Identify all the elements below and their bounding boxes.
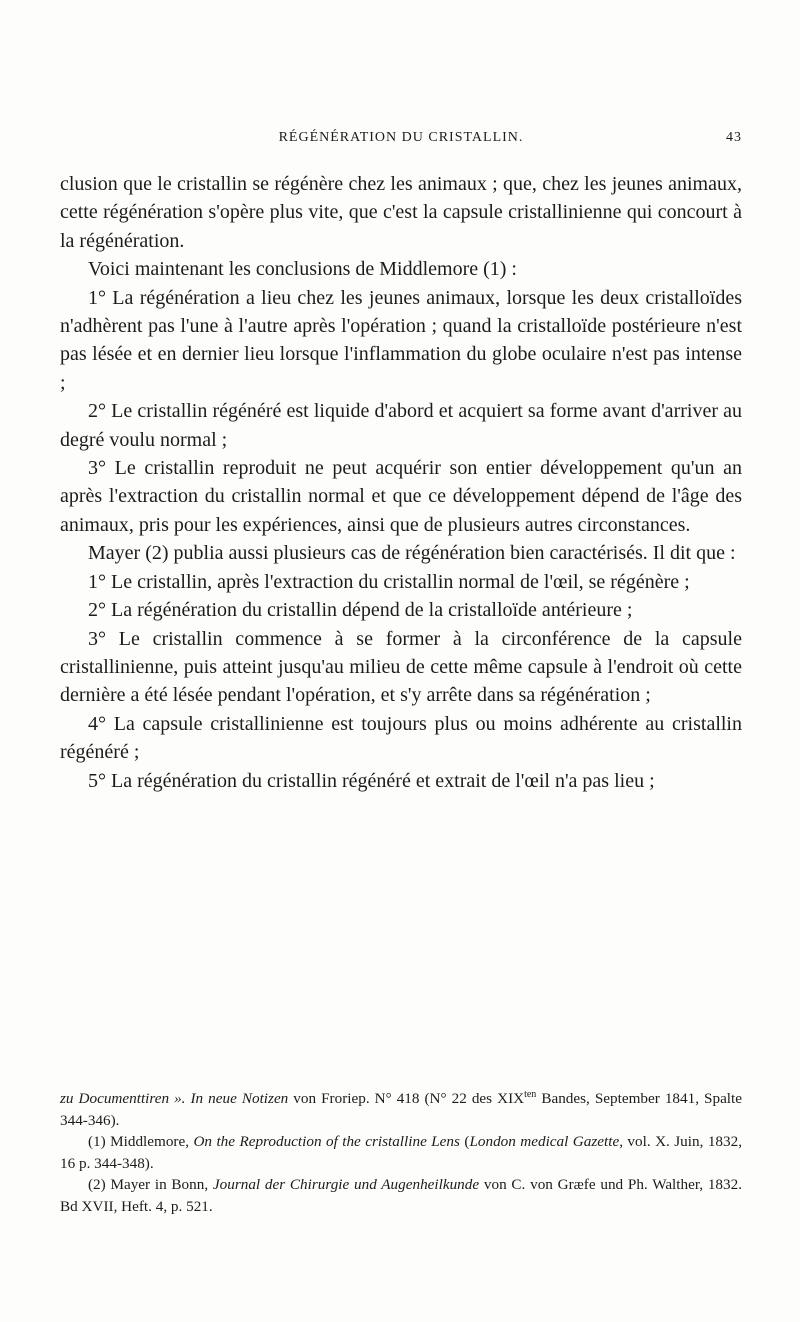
body-text [60,170,742,795]
page-number: 43 [726,130,742,145]
footnote-1-title: On the Reproduction of the cristalline Lens [193,1133,460,1150]
running-head [60,130,742,152]
footnote-cont-italic: zu Documenttiren ». In neue Notizen [60,1090,289,1107]
paragraph-mayer-2: 2° La régénération du cristallin dépend de la cristalloïde antérieure ; [88,599,633,622]
footnote-1 [60,1131,742,1174]
paragraph-mayer-intro: Mayer (2) publia aussi plusieurs cas de régénération bien caractérisés. Il dit que : [88,542,736,565]
footnote-1-paren: ( [459,1133,470,1150]
footnote-continuation [60,1088,742,1131]
paragraph-mayer-1: 1° Le cristallin, après l'extraction du cristallin normal de l'œil, se régénère ; [88,570,690,593]
paragraph-mayer-5: 5° La régénération du cristallin régénéré et extrait de l'œil n'a pas lieu ; [88,769,655,792]
footnote-cont-text: von Froriep. N° 418 (N° 22 des XIX [288,1090,525,1107]
paragraph-middlemore-3: 3° Le cristallin reproduit ne peut acquérir son entier développement qu'un an après l'extraction du cristallin normal et que ce développement dépend de l'âge des animaux, pris pour les expériences, ainsi que de plusieurs autres circonstances. [60,457,742,536]
paragraph-continuation: clusion que le cristallin se régénère chez les animaux ; que, chez les jeunes animaux, cette régénération s'opère plus vite, que c'est la capsule cristallinienne qui concourt à la régénération. [60,173,742,252]
footnote-2-author: (2) Mayer in Bonn, [88,1176,213,1193]
paragraph-mayer-4: 4° La capsule cristallinienne est toujours plus ou moins adhérente au cristallin régénéré ; [60,712,742,764]
footnote-1-details: , vol. X. Juin, 1832, 16 p. 344-348). [60,1133,742,1172]
footnotes [60,1088,742,1217]
paragraph-mayer-3: 3° Le cristallin commence à se former à la circonférence de la capsule cristallinienne, puis atteint jusqu'au milieu de cette même capsule à l'endroit où cette dernière a été lésée pendant l'opération, et s'y arrête dans sa régénération ; [60,627,742,707]
footnote-2-details: von C. von Græfe und Ph. Walther, 1832. Bd XVII, Heft. 4, p. 521. [60,1176,743,1215]
footnote-2 [60,1174,742,1217]
running-title: RÉGÉNÉRATION DU CRISTALLIN. [278,130,524,145]
footnote-2-journal: Journal der Chirurgie und Augenheilkunde [212,1176,480,1193]
footnote-cont-superscript: ten [524,1088,537,1100]
footnote-1-journal: London medical Gazette [469,1133,620,1150]
footnote-cont-end: Bandes, September 1841, Spalte 344-346). [60,1090,742,1129]
footnote-1-author: (1) Middlemore, [88,1133,194,1150]
paragraph-middlemore-2: 2° Le cristallin régénéré est liquide d'abord et acquiert sa forme avant d'arriver au degré voulu normal ; [60,400,742,451]
paragraph-middlemore-1: 1° La régénération a lieu chez les jeunes animaux, lorsque les deux cristalloïdes n'adhèrent pas l'une à l'autre après l'opération ; quand la cristalloïde postérieure n'est pas lésée et en dernier lieu lorsque l'inflammation du globe oculaire n'est pas intense ; [60,286,742,394]
paragraph-middlemore-intro: Voici maintenant les conclusions de Middlemore (1) : [88,258,517,281]
